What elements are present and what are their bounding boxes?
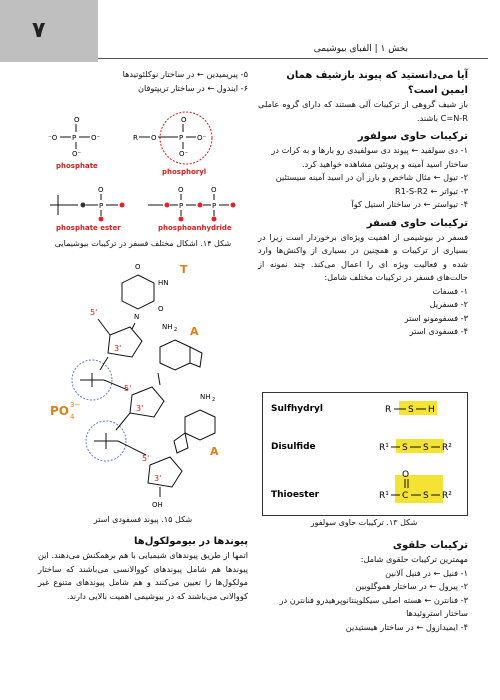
question-body: باز شیف گروهی از ترکیبات آلی هستند که دارای گروه عاملی C=N-R باشند.	[258, 99, 468, 123]
phosphate-subscript: 4	[70, 413, 75, 421]
atom-s: S	[402, 443, 408, 453]
left-column-top	[38, 68, 248, 95]
ring-item: ۲- پیرول ← در ساختار هموگلوبین	[355, 581, 468, 591]
amine-subscript: 2	[212, 397, 216, 403]
ring-item: ۵- پیریمیدین ← در ساختار نوکلئوتیدها	[122, 69, 248, 79]
section-title: بخش ۱ | الفبای بیوشیمی	[313, 44, 408, 54]
phosphate-forms-svg	[38, 100, 248, 235]
phosphate-label: phosphate	[56, 162, 98, 170]
right-column	[258, 68, 468, 339]
ring-item: ۶- ایندول ← در ساختار تریپتوفان	[137, 82, 248, 93]
hydroxyl-label: OH	[152, 501, 163, 509]
bonds-heading: پیوندها در بیومولکول‌ها	[134, 536, 248, 547]
phosphate-group-2	[94, 413, 146, 455]
atom-h: H	[428, 405, 435, 415]
sulfur-structures	[263, 393, 467, 515]
svg-text:P: P	[212, 202, 217, 210]
page-number: ۷	[32, 18, 46, 43]
phosphoryl-label: phosphoryl	[162, 168, 207, 176]
sulfhydryl-label: Sulfhydryl	[271, 404, 323, 414]
phosphoryl-structure	[133, 116, 207, 158]
svg-text:O: O	[151, 134, 157, 142]
svg-text:P: P	[179, 202, 184, 210]
label-5prime: 5'	[124, 384, 132, 393]
amine-subscript: 2	[174, 327, 178, 333]
phosphate-charge: 3−	[70, 401, 81, 409]
phosphate-ester-label: phosphate ester	[56, 224, 121, 232]
phosphate-structure	[48, 116, 101, 158]
atom-c: C	[402, 491, 409, 501]
sulfur-figure	[262, 392, 468, 516]
svg-text:P: P	[72, 134, 77, 142]
phosphorus-item: ۱- فسفات	[432, 285, 468, 296]
thymine-base	[122, 275, 154, 309]
atom-o: O	[402, 470, 410, 480]
phosphodiester-figure	[50, 255, 240, 510]
label-3prime: 3'	[154, 474, 162, 483]
phosphorus-heading: ترکیبات حاوی فسفر	[366, 217, 468, 229]
sulfur-item: ۲- تیول ← مثال شاخص و بارز آن در اسید آمینه سیستئین	[275, 172, 468, 182]
base-label-t: T	[180, 263, 188, 276]
ring-intro: مهمترین ترکیبات حلقوی شامل:	[360, 554, 468, 564]
phosphoanhydride-structure	[148, 186, 236, 222]
adenine-base-2	[174, 410, 215, 453]
fig15-caption: شکل ۱۵. پیوند فسفودی استر	[93, 515, 193, 524]
svg-text:P: P	[179, 134, 184, 142]
atom-hn: HN	[158, 279, 169, 287]
atom-n: N	[134, 313, 140, 321]
svg-text:O⁻: O⁻	[91, 134, 101, 142]
atom-s: S	[423, 491, 429, 501]
svg-text:O⁻: O⁻	[197, 134, 207, 142]
atom-r2: R²	[442, 443, 452, 453]
phosphate-forms-figure	[38, 100, 248, 235]
phosphorus-item: ۴- فسفودی استر	[409, 326, 468, 336]
phosphorus-item: ۳- فسفومونو استر	[404, 312, 468, 323]
base-label-a: A	[190, 325, 199, 338]
fig14-caption: شکل ۱۴. اشکال مختلف فسفر در ترکیبات بیوشیمایی	[54, 239, 232, 248]
fig13-caption: شکل ۱۳. ترکیبات حاوی سولفور	[310, 518, 418, 527]
ring-compounds-section	[258, 534, 468, 634]
label-5prime: 5'	[90, 308, 98, 317]
atom-o: O	[135, 263, 141, 271]
phosphoanhydride-label: phosphoanhydride	[158, 224, 232, 232]
phosphate-ester-structure	[50, 186, 125, 222]
svg-text:O: O	[181, 116, 187, 124]
ring-item: ۳- فنانترن ← هسته اصلی سیکلوپنتانوپرهیدرو فنانترن در ساختار استروئیدها	[279, 594, 468, 618]
atom-r1: R¹	[379, 443, 389, 453]
atom-r1: R¹	[379, 491, 389, 501]
atom-s: S	[423, 443, 429, 453]
sulfur-item: ۱- دی سولفید ← پیوند دی سولفیدی رو بارها و به کرات در ساختار اسید آمینه و پروتئین مشاهده خواهید کرد.	[271, 145, 468, 169]
ring-item: ۱- فنیل ← در فنیل آلانین	[385, 567, 468, 578]
question-heading: آیا می‌دانستید که پیوند بازشیف همان ایمین است؟	[286, 70, 468, 96]
svg-text:O: O	[98, 186, 104, 194]
amine-label: NH	[162, 323, 173, 331]
sulfur-item: ۳- تیواتر ← R1-S-R2	[395, 185, 468, 196]
svg-text:O⁻: O⁻	[179, 150, 189, 158]
page-header	[0, 0, 500, 62]
bonds-body: اتمها از طریق پیوندهای شیمیایی با هم برهمکنش می‌دهند. این پیوندها هم شامل پیوندهای کووالانسی می‌باشند که ساختار مولکول‌ها را تعیین می‌کنند و هم شامل پیوندهای متنوع غیر کووالانی می‌باشند که در بیوشیمی اهمیت بالایی دارند.	[38, 550, 248, 601]
svg-text:P: P	[99, 202, 104, 210]
label-5prime: 5'	[142, 454, 150, 463]
atom-r2: R²	[442, 491, 452, 501]
sulfur-item: ۴- تیواستر ← در ساختار استیل کوآ	[351, 199, 468, 209]
base-label-a: A	[210, 445, 219, 458]
dna-backbone-svg	[50, 255, 240, 510]
thioester-label: Thioester	[271, 490, 320, 500]
atom-s: S	[408, 405, 414, 415]
page-number-tab	[0, 0, 98, 62]
label-3prime: 3'	[136, 404, 144, 413]
adenine-base-1	[160, 340, 202, 370]
svg-text:O⁻: O⁻	[72, 150, 82, 158]
atom-r: R	[385, 405, 392, 415]
svg-text:O: O	[74, 116, 80, 124]
atom-o: O	[158, 305, 164, 313]
header-rule	[98, 58, 488, 59]
phosphorus-item: ۲- فسفریل	[429, 299, 468, 309]
svg-text:⁻O: ⁻O	[48, 134, 58, 142]
phosphate-group-1	[80, 357, 128, 390]
phosphorus-body: فسفر در بیوشیمی از اهمیت ویژه‌ای برخوردار است زیرا در بسیاری از ترکیبات و همچنین در بسیاری از واکنش‌ها وارد شده و فعالیت ویژه ای را اعمال می‌کند. چند نمونه از حالت‌های فسفر در ترکیبات مختلف شامل:	[258, 231, 468, 282]
label-3prime: 3'	[114, 344, 122, 353]
svg-text:O: O	[178, 186, 184, 194]
amine-label: NH	[200, 393, 211, 401]
ring-item: ۴- ایمیدازول ← در ساختار هیستیدین	[345, 621, 468, 632]
bonds-section	[38, 530, 248, 603]
ring-heading: ترکیبات حلقوی	[392, 540, 468, 551]
svg-text:O: O	[211, 186, 217, 194]
phosphate-label: PO	[50, 404, 69, 418]
svg-text:R: R	[133, 134, 138, 142]
sulfur-heading: ترکیبات حاوی سولفور	[357, 131, 468, 142]
disulfide-label: Disulfide	[271, 442, 316, 452]
